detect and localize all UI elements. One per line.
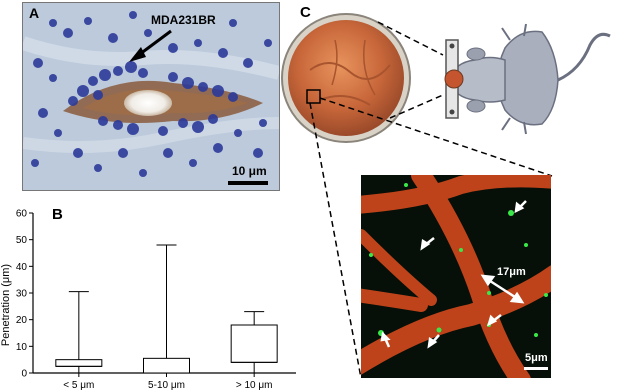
arrow-label: MDA231BR [151,13,216,27]
micro-scale-bar [524,367,548,370]
chart-area [0,200,300,392]
panel-c-letter: C [300,4,311,21]
y-tick-label: 60 [15,208,27,220]
panel-a-scale-label: 10 μm [232,164,267,178]
histology-drawing [23,3,279,190]
histology-image [22,2,280,191]
scale-bar [228,181,268,185]
y-tick-label: 10 [15,341,27,353]
x-tick-label: 5-10 μm [148,380,185,391]
panel-a-letter: A [29,5,40,21]
vessel-lumen [124,90,172,116]
x-tick-label: < 5 μm [63,380,95,391]
intravital-micrograph [361,175,551,378]
micro-scale-label: 5μm [525,352,548,364]
box [231,325,277,362]
y-axis-label: Penetration (μm) [0,263,12,347]
y-tick-label: 20 [15,315,27,327]
y-tick-label: 30 [15,288,27,300]
y-tick-label: 50 [15,235,27,247]
y-tick-label: 40 [15,261,27,273]
box-plot [0,200,300,392]
box [56,360,102,367]
box [144,358,190,373]
cranial-window-dish [282,14,410,142]
x-tick-label: > 10 μm [235,380,273,391]
panel-b-letter: B [52,206,63,223]
measure-label: 17μm [497,266,526,278]
mouse-illustration [445,24,610,134]
y-tick-label: 0 [21,368,27,380]
